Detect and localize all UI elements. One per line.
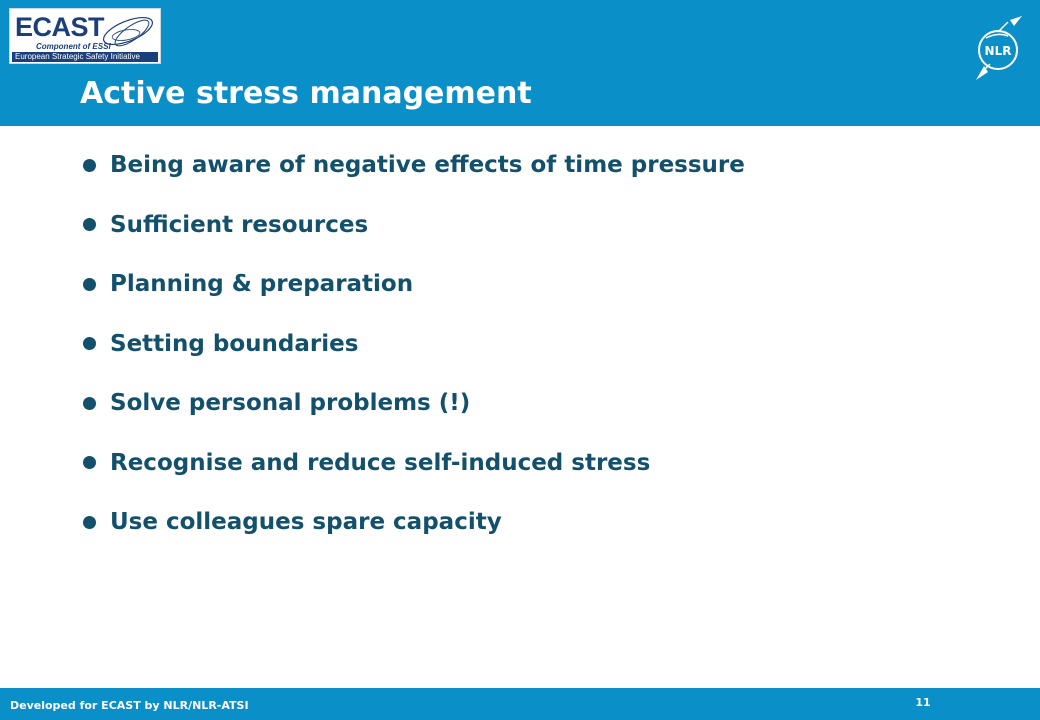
bullet-item [80, 205, 745, 245]
bullet-text: Sufficient resources [110, 211, 369, 238]
bullet-text: Planning & preparation [110, 271, 414, 297]
bullet-item [80, 324, 745, 364]
footer-credit: Developed for ECAST by NLR/NLR-ATSI [10, 699, 249, 712]
bullet-list [80, 145, 745, 562]
bullet-item [80, 264, 745, 304]
nlr-logo-text: NLR [984, 44, 1012, 58]
bullet-dot-icon [83, 456, 96, 469]
nlr-logo-icon [968, 14, 1028, 84]
slide-title: Active stress management [80, 76, 532, 111]
slide-footer [0, 688, 1040, 720]
bullet-text: Use colleagues spare capacity [110, 509, 502, 535]
page-number: 11 [915, 696, 931, 709]
bullet-dot-icon [83, 218, 96, 231]
bullet-dot-icon [83, 159, 96, 172]
ecast-subtitle: Component of ESSI [36, 42, 111, 51]
bullet-text: Recognise and reduce self-induced stress [110, 449, 651, 476]
ecast-tagline: European Strategic Safety Initiative [12, 52, 158, 62]
bullet-item [80, 443, 745, 483]
bullet-item [80, 145, 745, 185]
bullet-text: Setting boundaries [110, 330, 359, 357]
slide-header [0, 0, 1040, 126]
bullet-dot-icon [83, 278, 96, 291]
bullet-dot-icon [83, 397, 96, 410]
bullet-item [80, 502, 745, 542]
bullet-dot-icon [83, 337, 96, 350]
bullet-text: Solve personal problems (!) [110, 390, 471, 416]
bullet-item [80, 383, 745, 423]
ecast-logo [9, 8, 161, 64]
bullet-dot-icon [83, 516, 96, 529]
bullet-text: Being aware of negative effects of time pressure [110, 152, 745, 178]
ecast-wordmark: ECAST [15, 12, 105, 42]
